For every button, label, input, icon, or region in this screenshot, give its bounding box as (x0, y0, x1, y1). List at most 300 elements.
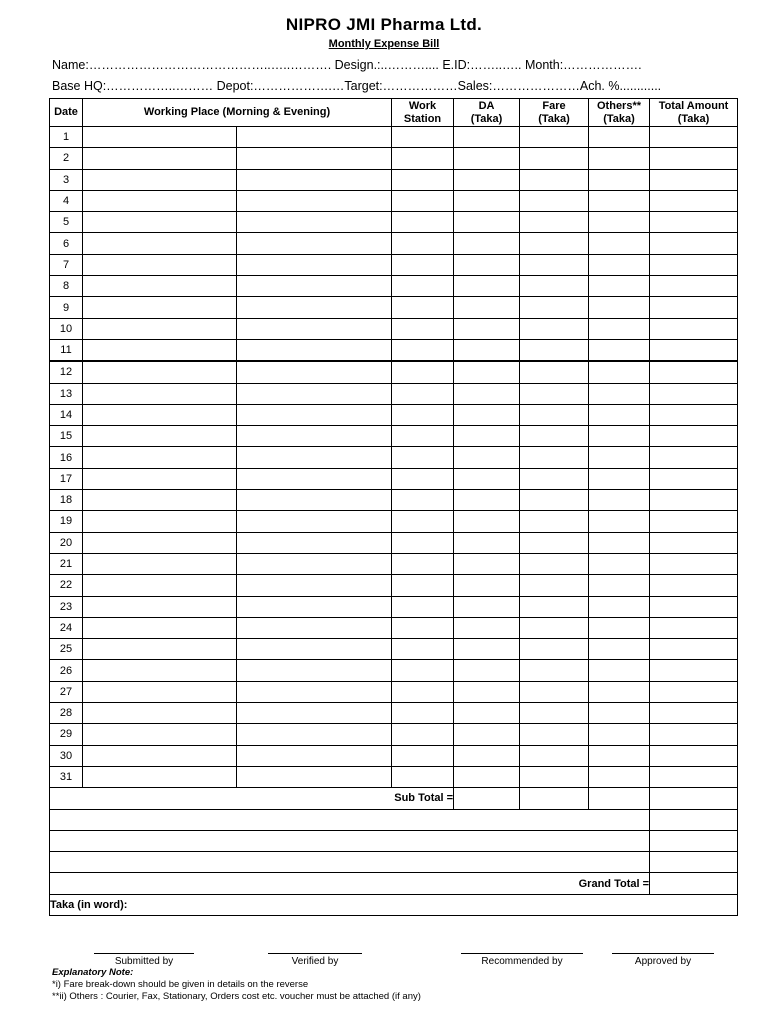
da-cell[interactable] (454, 212, 520, 233)
da-cell[interactable] (454, 318, 520, 339)
total-amount-cell[interactable] (650, 148, 738, 169)
date-row (50, 318, 738, 339)
working-place-morning-cell[interactable] (83, 660, 237, 681)
submitted-by-signature (92, 953, 196, 967)
date-row (50, 532, 738, 553)
work-station-cell[interactable] (392, 190, 454, 211)
working-place-evening-cell[interactable] (237, 553, 392, 574)
date-cell: 7 (50, 254, 83, 275)
date-row (50, 276, 738, 297)
total-amount-cell[interactable] (650, 703, 738, 724)
work-station-cell[interactable] (392, 617, 454, 638)
total-amount-cell[interactable] (650, 724, 738, 745)
working-place-morning-cell[interactable] (83, 575, 237, 596)
form-title-text: Monthly Expense Bill (328, 38, 440, 50)
grand-total-amount[interactable] (650, 873, 738, 894)
da-cell[interactable] (454, 660, 520, 681)
total-amount-cell[interactable] (650, 766, 738, 787)
total-amount-cell[interactable] (650, 596, 738, 617)
others-cell[interactable] (589, 361, 650, 383)
da-cell[interactable] (454, 703, 520, 724)
total-amount-cell[interactable] (650, 511, 738, 532)
others-cell[interactable] (589, 490, 650, 511)
others-cell[interactable] (589, 468, 650, 489)
others-cell[interactable] (589, 426, 650, 447)
date-cell: 18 (50, 490, 83, 511)
fare-cell[interactable] (520, 532, 589, 553)
date-cell: 16 (50, 447, 83, 468)
working-place-morning-cell[interactable] (83, 297, 237, 318)
sub-total-amount[interactable] (650, 788, 738, 809)
working-place-evening-cell[interactable] (237, 532, 392, 553)
fare-cell[interactable] (520, 190, 589, 211)
work-station-cell[interactable] (392, 212, 454, 233)
others-cell[interactable] (589, 254, 650, 275)
work-station-cell[interactable] (392, 660, 454, 681)
work-station-cell[interactable] (392, 318, 454, 339)
fare-cell[interactable] (520, 169, 589, 190)
total-amount-cell[interactable] (650, 254, 738, 275)
fare-cell[interactable] (520, 361, 589, 383)
working-place-morning-cell[interactable] (83, 468, 237, 489)
working-place-morning-cell[interactable] (83, 254, 237, 275)
submitted-by-label: Submitted by (114, 956, 174, 967)
fare-cell[interactable] (520, 681, 589, 702)
header-date: Date (50, 99, 83, 127)
working-place-evening-cell[interactable] (237, 127, 392, 148)
working-place-evening-cell[interactable] (237, 148, 392, 169)
extra-row-cell[interactable] (50, 830, 650, 851)
others-cell[interactable] (589, 127, 650, 148)
date-cell: 21 (50, 553, 83, 574)
total-amount-cell[interactable] (650, 447, 738, 468)
working-place-evening-cell[interactable] (237, 276, 392, 297)
working-place-morning-cell[interactable] (83, 339, 237, 361)
work-station-cell[interactable] (392, 532, 454, 553)
date-cell: 23 (50, 596, 83, 617)
working-place-evening-cell[interactable] (237, 383, 392, 404)
date-row (50, 639, 738, 660)
work-station-cell[interactable] (392, 703, 454, 724)
total-amount-cell[interactable] (650, 127, 738, 148)
date-row (50, 169, 738, 190)
fare-cell[interactable] (520, 383, 589, 404)
fare-cell[interactable] (520, 297, 589, 318)
working-place-evening-cell[interactable] (237, 169, 392, 190)
total-amount-cell[interactable] (650, 169, 738, 190)
fare-cell[interactable] (520, 404, 589, 425)
expense-table (49, 98, 738, 916)
fare-cell[interactable] (520, 511, 589, 532)
da-cell[interactable] (454, 766, 520, 787)
approved-by-label: Approved by (634, 956, 692, 967)
others-cell[interactable] (589, 276, 650, 297)
da-cell[interactable] (454, 490, 520, 511)
working-place-morning-cell[interactable] (83, 447, 237, 468)
da-cell[interactable] (454, 532, 520, 553)
date-cell: 17 (50, 468, 83, 489)
date-row (50, 447, 738, 468)
da-cell[interactable] (454, 233, 520, 254)
working-place-evening-cell[interactable] (237, 490, 392, 511)
total-amount-cell[interactable] (650, 681, 738, 702)
sub-total-others[interactable] (589, 788, 650, 809)
work-station-cell[interactable] (392, 404, 454, 425)
work-station-cell[interactable] (392, 639, 454, 660)
extra-row-cell[interactable] (50, 852, 650, 873)
recommended-by-signature (459, 953, 585, 967)
da-cell[interactable] (454, 127, 520, 148)
da-cell[interactable] (454, 426, 520, 447)
work-station-cell[interactable] (392, 276, 454, 297)
work-station-cell[interactable] (392, 511, 454, 532)
date-cell: 29 (50, 724, 83, 745)
da-cell[interactable] (454, 447, 520, 468)
fare-cell[interactable] (520, 575, 589, 596)
others-cell[interactable] (589, 233, 650, 254)
date-cell: 10 (50, 318, 83, 339)
total-amount-cell[interactable] (650, 383, 738, 404)
work-station-cell[interactable] (392, 233, 454, 254)
date-row (50, 383, 738, 404)
grand-total-label: Grand Total = (50, 873, 650, 894)
working-place-evening-cell[interactable] (237, 190, 392, 211)
others-cell[interactable] (589, 639, 650, 660)
working-place-evening-cell[interactable] (237, 703, 392, 724)
working-place-morning-cell[interactable] (83, 148, 237, 169)
fare-cell[interactable] (520, 766, 589, 787)
da-cell[interactable] (454, 169, 520, 190)
date-row (50, 339, 738, 361)
employee-info-line: Name:……………………………………..…..………. Design.:..……….... E.ID:……..….. Month:………………. (52, 58, 642, 72)
total-amount-cell[interactable] (650, 532, 738, 553)
total-amount-cell[interactable] (650, 318, 738, 339)
fare-cell[interactable] (520, 617, 589, 638)
explanatory-note-2: **ii) Others : Courier, Fax, Stationary, Orders cost etc. voucher must be attached (if any) (52, 991, 421, 1002)
date-cell: 4 (50, 190, 83, 211)
date-row (50, 681, 738, 702)
date-cell: 25 (50, 639, 83, 660)
fare-cell[interactable] (520, 553, 589, 574)
fare-cell[interactable] (520, 148, 589, 169)
verified-by-signature (266, 953, 364, 967)
da-cell[interactable] (454, 190, 520, 211)
work-station-cell[interactable] (392, 383, 454, 404)
working-place-evening-cell[interactable] (237, 660, 392, 681)
others-cell[interactable] (589, 532, 650, 553)
working-place-morning-cell[interactable] (83, 276, 237, 297)
working-place-morning-cell[interactable] (83, 639, 237, 660)
da-cell[interactable] (454, 148, 520, 169)
working-place-morning-cell[interactable] (83, 361, 237, 383)
others-cell[interactable] (589, 703, 650, 724)
work-station-cell[interactable] (392, 148, 454, 169)
working-place-morning-cell[interactable] (83, 681, 237, 702)
fare-cell[interactable] (520, 596, 589, 617)
working-place-evening-cell[interactable] (237, 639, 392, 660)
work-station-cell[interactable] (392, 297, 454, 318)
da-cell[interactable] (454, 404, 520, 425)
working-place-morning-cell[interactable] (83, 703, 237, 724)
fare-cell[interactable] (520, 318, 589, 339)
header-total-amount: Total Amount (Taka) (650, 99, 738, 127)
others-cell[interactable] (589, 660, 650, 681)
working-place-morning-cell[interactable] (83, 553, 237, 574)
working-place-evening-cell[interactable] (237, 318, 392, 339)
sub-total-da[interactable] (454, 788, 520, 809)
work-station-cell[interactable] (392, 490, 454, 511)
da-cell[interactable] (454, 639, 520, 660)
work-station-cell[interactable] (392, 596, 454, 617)
date-cell: 14 (50, 404, 83, 425)
work-station-cell[interactable] (392, 724, 454, 745)
date-row (50, 617, 738, 638)
date-cell: 8 (50, 276, 83, 297)
total-amount-cell[interactable] (650, 490, 738, 511)
da-cell[interactable] (454, 383, 520, 404)
total-amount-cell[interactable] (650, 468, 738, 489)
total-amount-cell[interactable] (650, 575, 738, 596)
working-place-evening-cell[interactable] (237, 339, 392, 361)
others-cell[interactable] (589, 681, 650, 702)
fare-cell[interactable] (520, 127, 589, 148)
da-cell[interactable] (454, 681, 520, 702)
work-station-cell[interactable] (392, 361, 454, 383)
work-station-cell[interactable] (392, 745, 454, 766)
working-place-evening-cell[interactable] (237, 766, 392, 787)
working-place-morning-cell[interactable] (83, 383, 237, 404)
work-station-cell[interactable] (392, 681, 454, 702)
fare-cell[interactable] (520, 639, 589, 660)
da-cell[interactable] (454, 553, 520, 574)
fare-cell[interactable] (520, 233, 589, 254)
working-place-evening-cell[interactable] (237, 404, 392, 425)
header-work-station: Work Station (392, 99, 454, 127)
recommended-by-label: Recommended by (481, 956, 563, 967)
da-cell[interactable] (454, 276, 520, 297)
date-cell: 12 (50, 361, 83, 383)
date-row (50, 553, 738, 574)
extra-row-cell[interactable] (50, 809, 650, 830)
working-place-morning-cell[interactable] (83, 617, 237, 638)
fare-cell[interactable] (520, 468, 589, 489)
header-da: DA (Taka) (454, 99, 520, 127)
da-cell[interactable] (454, 745, 520, 766)
total-amount-cell[interactable] (650, 426, 738, 447)
fare-cell[interactable] (520, 276, 589, 297)
taka-in-word-label[interactable]: Taka (in word): (50, 894, 738, 915)
date-cell: 24 (50, 617, 83, 638)
others-cell[interactable] (589, 575, 650, 596)
extra-row (50, 830, 738, 851)
working-place-morning-cell[interactable] (83, 724, 237, 745)
working-place-evening-cell[interactable] (237, 724, 392, 745)
others-cell[interactable] (589, 339, 650, 361)
date-row (50, 127, 738, 148)
work-station-cell[interactable] (392, 468, 454, 489)
date-row (50, 596, 738, 617)
da-cell[interactable] (454, 511, 520, 532)
da-cell[interactable] (454, 361, 520, 383)
others-cell[interactable] (589, 318, 650, 339)
others-cell[interactable] (589, 745, 650, 766)
date-row (50, 426, 738, 447)
fare-cell[interactable] (520, 745, 589, 766)
fare-cell[interactable] (520, 339, 589, 361)
date-row (50, 511, 738, 532)
date-cell: 9 (50, 297, 83, 318)
working-place-evening-cell[interactable] (237, 681, 392, 702)
total-amount-cell[interactable] (650, 745, 738, 766)
working-place-morning-cell[interactable] (83, 596, 237, 617)
total-amount-cell[interactable] (650, 339, 738, 361)
explanatory-note-1: *i) Fare break-down should be given in details on the reverse (52, 979, 309, 990)
approved-by-signature (610, 953, 716, 967)
working-place-evening-cell[interactable] (237, 212, 392, 233)
working-place-morning-cell[interactable] (83, 532, 237, 553)
date-cell: 31 (50, 766, 83, 787)
others-cell[interactable] (589, 383, 650, 404)
total-amount-cell[interactable] (650, 639, 738, 660)
da-cell[interactable] (454, 297, 520, 318)
fare-cell[interactable] (520, 426, 589, 447)
total-amount-cell[interactable] (650, 660, 738, 681)
working-place-morning-cell[interactable] (83, 318, 237, 339)
date-cell: 26 (50, 660, 83, 681)
fare-cell[interactable] (520, 212, 589, 233)
date-cell: 6 (50, 233, 83, 254)
others-cell[interactable] (589, 511, 650, 532)
work-station-cell[interactable] (392, 447, 454, 468)
work-station-cell[interactable] (392, 553, 454, 574)
da-cell[interactable] (454, 724, 520, 745)
working-place-evening-cell[interactable] (237, 447, 392, 468)
work-station-cell[interactable] (392, 254, 454, 275)
others-cell[interactable] (589, 596, 650, 617)
date-cell: 15 (50, 426, 83, 447)
fare-cell[interactable] (520, 490, 589, 511)
fare-cell[interactable] (520, 447, 589, 468)
working-place-evening-cell[interactable] (237, 468, 392, 489)
working-place-evening-cell[interactable] (237, 575, 392, 596)
date-cell: 1 (50, 127, 83, 148)
da-cell[interactable] (454, 254, 520, 275)
working-place-morning-cell[interactable] (83, 404, 237, 425)
total-amount-cell[interactable] (650, 233, 738, 254)
sub-total-row (50, 788, 738, 809)
total-amount-cell[interactable] (650, 276, 738, 297)
date-cell: 27 (50, 681, 83, 702)
date-rows (50, 127, 738, 788)
working-place-evening-cell[interactable] (237, 596, 392, 617)
date-row (50, 766, 738, 787)
date-row (50, 297, 738, 318)
others-cell[interactable] (589, 404, 650, 425)
work-station-cell[interactable] (392, 339, 454, 361)
total-amount-cell[interactable] (650, 212, 738, 233)
da-cell[interactable] (454, 617, 520, 638)
extra-row-amount[interactable] (650, 809, 738, 830)
verified-by-label: Verified by (291, 956, 339, 967)
da-cell[interactable] (454, 596, 520, 617)
company-name: NIPRO JMI Pharma Ltd. (285, 15, 483, 34)
working-place-morning-cell[interactable] (83, 766, 237, 787)
working-place-evening-cell[interactable] (237, 426, 392, 447)
working-place-evening-cell[interactable] (237, 361, 392, 383)
date-cell: 20 (50, 532, 83, 553)
grand-total-row (50, 873, 738, 894)
date-row (50, 745, 738, 766)
working-place-morning-cell[interactable] (83, 212, 237, 233)
working-place-evening-cell[interactable] (237, 745, 392, 766)
total-amount-cell[interactable] (650, 297, 738, 318)
working-place-morning-cell[interactable] (83, 233, 237, 254)
working-place-morning-cell[interactable] (83, 745, 237, 766)
total-amount-cell[interactable] (650, 617, 738, 638)
da-cell[interactable] (454, 339, 520, 361)
date-row (50, 490, 738, 511)
working-place-evening-cell[interactable] (237, 254, 392, 275)
extra-row-amount[interactable] (650, 830, 738, 851)
working-place-morning-cell[interactable] (83, 426, 237, 447)
total-amount-cell[interactable] (650, 361, 738, 383)
others-cell[interactable] (589, 553, 650, 574)
date-row (50, 468, 738, 489)
explanatory-note-title: Explanatory Note: (52, 967, 134, 978)
working-place-morning-cell[interactable] (83, 127, 237, 148)
fare-cell[interactable] (520, 724, 589, 745)
others-cell[interactable] (589, 148, 650, 169)
others-cell[interactable] (589, 447, 650, 468)
date-row (50, 404, 738, 425)
working-place-evening-cell[interactable] (237, 511, 392, 532)
working-place-morning-cell[interactable] (83, 169, 237, 190)
da-cell[interactable] (454, 575, 520, 596)
others-cell[interactable] (589, 617, 650, 638)
working-place-morning-cell[interactable] (83, 490, 237, 511)
total-amount-cell[interactable] (650, 190, 738, 211)
working-place-morning-cell[interactable] (83, 190, 237, 211)
others-cell[interactable] (589, 190, 650, 211)
work-station-cell[interactable] (392, 169, 454, 190)
date-cell: 3 (50, 169, 83, 190)
date-cell: 5 (50, 212, 83, 233)
fare-cell[interactable] (520, 703, 589, 724)
working-place-evening-cell[interactable] (237, 233, 392, 254)
others-cell[interactable] (589, 724, 650, 745)
sub-total-fare[interactable] (520, 788, 589, 809)
others-cell[interactable] (589, 212, 650, 233)
total-amount-cell[interactable] (650, 553, 738, 574)
working-place-evening-cell[interactable] (237, 617, 392, 638)
fare-cell[interactable] (520, 254, 589, 275)
work-station-cell[interactable] (392, 766, 454, 787)
extra-row-amount[interactable] (650, 852, 738, 873)
work-station-cell[interactable] (392, 127, 454, 148)
header-row (50, 99, 738, 127)
extra-row (50, 809, 738, 830)
total-amount-cell[interactable] (650, 404, 738, 425)
fare-cell[interactable] (520, 660, 589, 681)
work-station-cell[interactable] (392, 426, 454, 447)
others-cell[interactable] (589, 766, 650, 787)
da-cell[interactable] (454, 468, 520, 489)
others-cell[interactable] (589, 169, 650, 190)
working-place-morning-cell[interactable] (83, 511, 237, 532)
others-cell[interactable] (589, 297, 650, 318)
working-place-evening-cell[interactable] (237, 297, 392, 318)
work-station-cell[interactable] (392, 575, 454, 596)
